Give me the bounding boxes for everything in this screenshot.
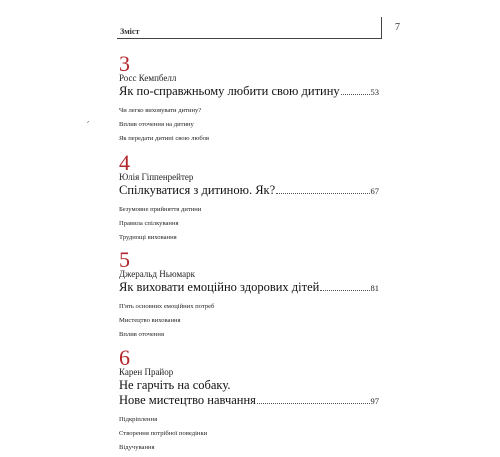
chapter-title-line-2: Нове мистецтво навчання: [119, 393, 256, 407]
dot-leader: [257, 402, 370, 404]
subitem: Чи легко виховувати дитину?: [119, 107, 202, 114]
subitem-list: [119, 206, 379, 241]
chapter-title: Спілкуватися з дитиною. Як?: [119, 183, 276, 197]
header-label: Зміст: [120, 27, 140, 36]
chapter-author: Карен Прайор: [119, 367, 174, 377]
chapter-title: Як виховати емоційно здорових дітей: [119, 280, 320, 294]
header-rule: [117, 38, 381, 39]
chapter-author: Юлія Гіппенрейтер: [119, 172, 194, 182]
subitem: Підкріплення: [119, 416, 158, 423]
subitem-list: [119, 416, 379, 451]
subitem-list: [119, 107, 379, 142]
toc-chapter-5: [119, 249, 379, 344]
chapter-number: 5: [119, 247, 130, 272]
dot-leader: [276, 192, 369, 194]
toc-chapter-4: [119, 152, 379, 247]
subitem: Вплив оточення на дитину: [119, 120, 194, 128]
stray-mark: ׳: [87, 118, 90, 128]
subitem: Як передати дитині свою любов: [119, 134, 210, 142]
subitem: Правила спілкування: [119, 219, 179, 227]
chapter-author: Росс Кемпбелл: [119, 73, 177, 83]
chapter-page: 81: [370, 283, 379, 293]
toc-chapter-3: [119, 53, 379, 148]
dot-leader: [341, 93, 370, 95]
toc-entry-title[interactable]: [119, 280, 379, 296]
chapter-number: 3: [119, 51, 130, 76]
subitem: Відучування: [119, 443, 155, 451]
chapter-title: Як по-справжньому любити свою дитину: [119, 84, 340, 98]
chapter-number: 4: [119, 150, 130, 175]
subitem: П'ять основних емоційних потреб: [119, 303, 215, 310]
dot-leader: [320, 289, 369, 291]
chapter-page: 53: [370, 87, 379, 97]
subitem-list: [119, 303, 379, 338]
chapter-author: Джеральд Ньюмарк: [119, 269, 195, 279]
chapter-title-line-1[interactable]: Не гарчіть на собаку.: [119, 378, 231, 392]
toc-entry-title[interactable]: [119, 183, 379, 199]
chapter-number: 6: [119, 345, 130, 370]
toc-entry-title[interactable]: [119, 84, 379, 100]
subitem: Труднощі виховання: [119, 233, 177, 241]
page-number: 7: [395, 22, 400, 33]
header-vertical-rule: [381, 17, 382, 39]
subitem: Мистецтво виховання: [119, 316, 181, 324]
subitem: Безумовне прийняття дитини: [119, 206, 202, 213]
toc-chapter-6: [119, 347, 379, 457]
chapter-page: 97: [370, 396, 379, 406]
chapter-page: 67: [370, 186, 379, 196]
subitem: Створення потрібної поведінки: [119, 429, 208, 437]
toc-entry-title[interactable]: [119, 393, 379, 409]
subitem: Вплив оточення: [119, 330, 164, 338]
